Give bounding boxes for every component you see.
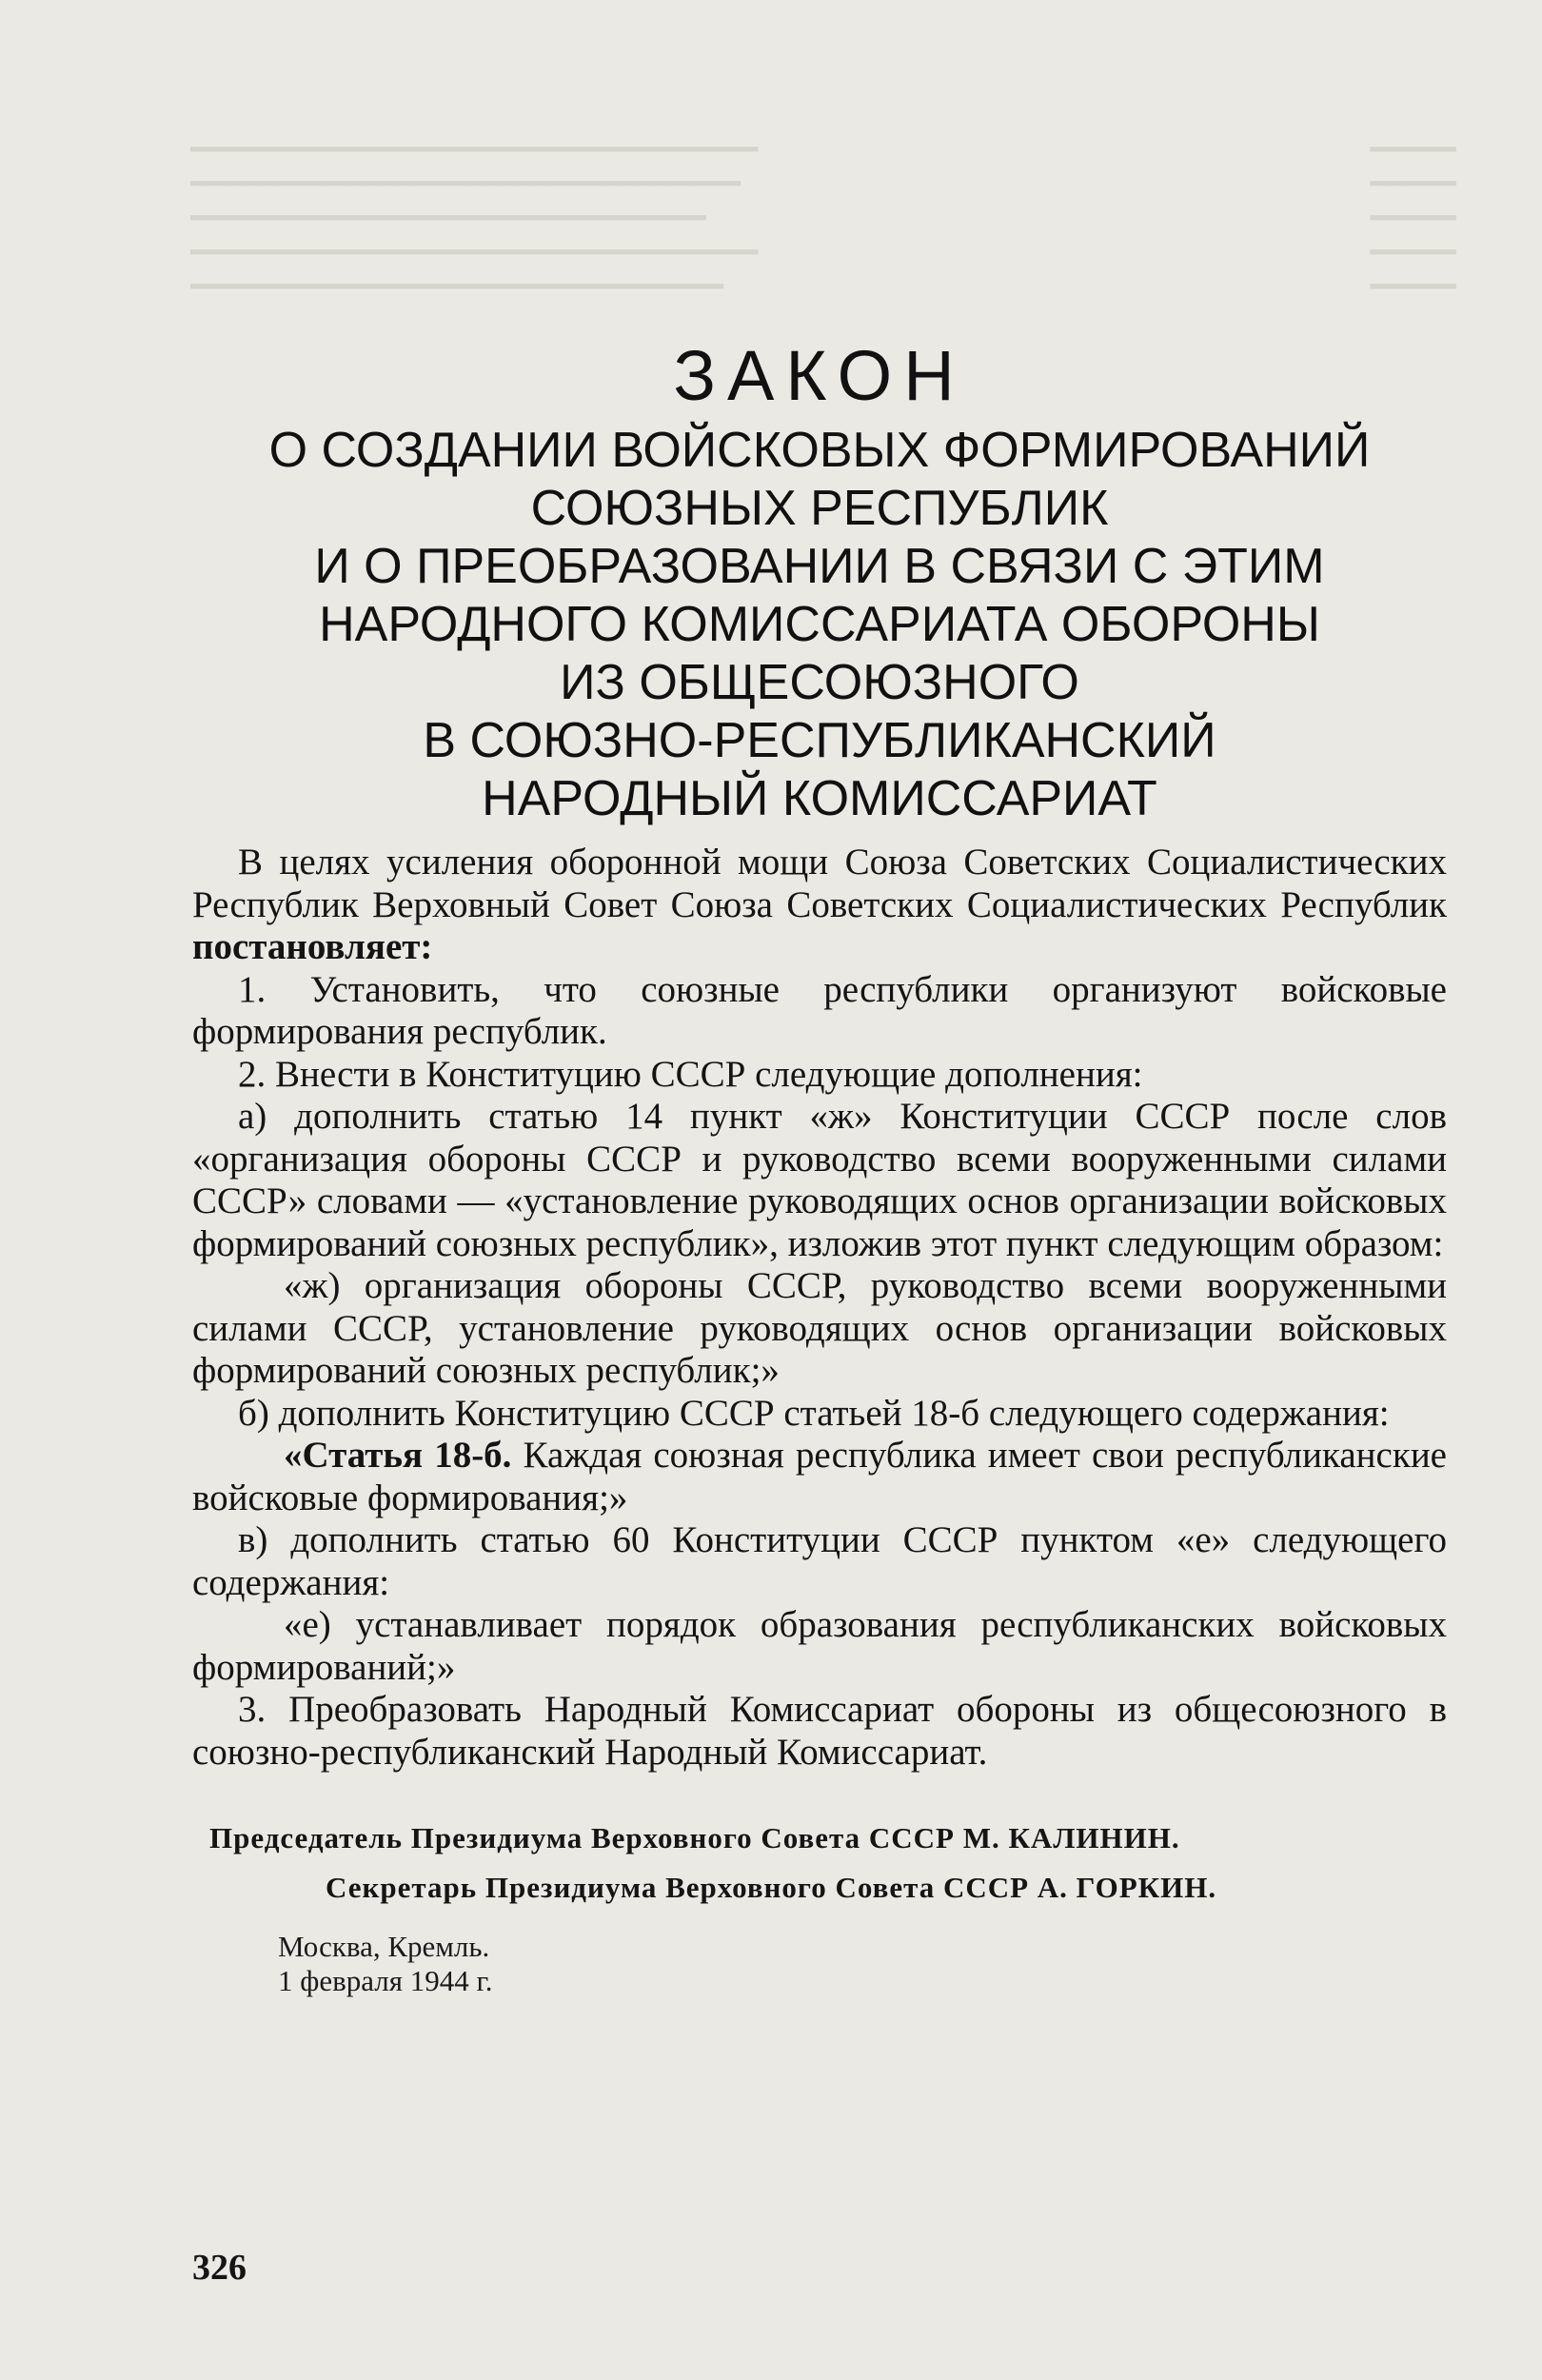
article-2: 2. Внести в Конституцию СССР следующие дополнения: — [238, 1053, 1143, 1095]
place: Москва, Кремль. — [278, 1930, 490, 1963]
chairman-signature: Председатель Президиума Верховного Совета СССР М. КАЛИНИН. — [209, 1821, 1180, 1854]
date: 1 февраля 1944 г. — [278, 1964, 493, 1997]
law-body — [192, 842, 1447, 1774]
subtitle-line: В СОЮЗНО-РЕСПУБЛИКАНСКИЙ — [423, 713, 1216, 768]
subtitle-line: НАРОДНЫЙ КОМИССАРИАТ — [482, 771, 1157, 826]
article-2v: в) дополнить статью 60 Конституции СССР пунктом «е» следующего содержания: — [192, 1519, 1447, 1603]
law-subtitle — [192, 422, 1447, 828]
article-18b-label: «Статья 18-б. — [284, 1435, 512, 1476]
article-2a: а) дополнить статью 14 пункт «ж» Конституции СССР после слов «организация обороны СССР и руководство всеми вооруженными силами СССР» словами — «установление руководящих основ организации войсковых формирований союзных республик», изложив этот пункт следующим образом: — [192, 1096, 1447, 1264]
preamble-paragraph — [192, 842, 1447, 969]
article-18b-text: Каждая союзная республика имеет свои республиканские войсковые формирования;» — [192, 1435, 1447, 1518]
article-3: 3. Преобразовать Народный Комиссариат обороны из общесоюзного в союзно-республиканский Народный Комиссариат. — [192, 1689, 1447, 1773]
subtitle-line: СОЮЗНЫХ РЕСПУБЛИК — [530, 481, 1109, 536]
signatures — [192, 1814, 1447, 1913]
article-1: 1. Установить, что союзные республики организуют войсковые формирования республик. — [192, 968, 1447, 1052]
article-2a-quote: «ж) организация обороны СССР, руководство всеми вооруженными силами СССР, установление руководящих основ организации войсковых формирований союзных республик;» — [192, 1265, 1447, 1391]
subtitle-line: О СОЗДАНИИ ВОЙСКОВЫХ ФОРМИРОВАНИЙ — [268, 423, 1371, 478]
page-number: 326 — [192, 2248, 247, 2288]
law-title: ЗАКОН — [673, 336, 966, 415]
article-2v-quote: «е) устанавливает порядок образования республиканских войсковых формирований;» — [192, 1604, 1447, 1688]
place-and-date — [192, 1930, 1447, 1998]
decree-word: постановляет: — [192, 926, 433, 967]
article-2b: б) дополнить Конституцию СССР статьей 18-б следующего содержания: — [238, 1392, 1390, 1434]
bleed-through-texture: ━━━━━━━━━━━━━━━━━━━━━━━━━━━━━━━━━ ━━━━━ ━━━━━━━━━━━━━━━━━━━━━━━━━━━━━━━━ ━━━━━ ━━━━━━━━━━━━━━━━━━━━━━━━━━━━━━ ━━━━━ ━━━━━━━━━━━━━━━━━━━━━━━━━━━━━━━━━ ━━━━━ ━━━━━━━━━━━━━━━━━━━━━━━━━━━━━━━ ━━━━━ — [190, 134, 1456, 303]
subtitle-line: НАРОДНОГО КОМИССАРИАТА ОБОРОНЫ — [319, 597, 1320, 652]
preamble-text: В целях усиления оборонной мощи Союза Советских Социалистических Республик Верховный Совет Союза Советских Социалистических Республик — [192, 842, 1447, 925]
subtitle-line: И О ПРЕОБРАЗОВАНИИ В СВЯЗИ С ЭТИМ — [314, 539, 1325, 594]
subtitle-line: ИЗ ОБЩЕСОЮЗНОГО — [560, 655, 1079, 710]
article-2b-quote-paragraph — [192, 1435, 1447, 1519]
secretary-signature: Секретарь Президиума Верховного Совета СССР А. ГОРКИН. — [326, 1871, 1217, 1904]
law-document — [192, 338, 1447, 1998]
